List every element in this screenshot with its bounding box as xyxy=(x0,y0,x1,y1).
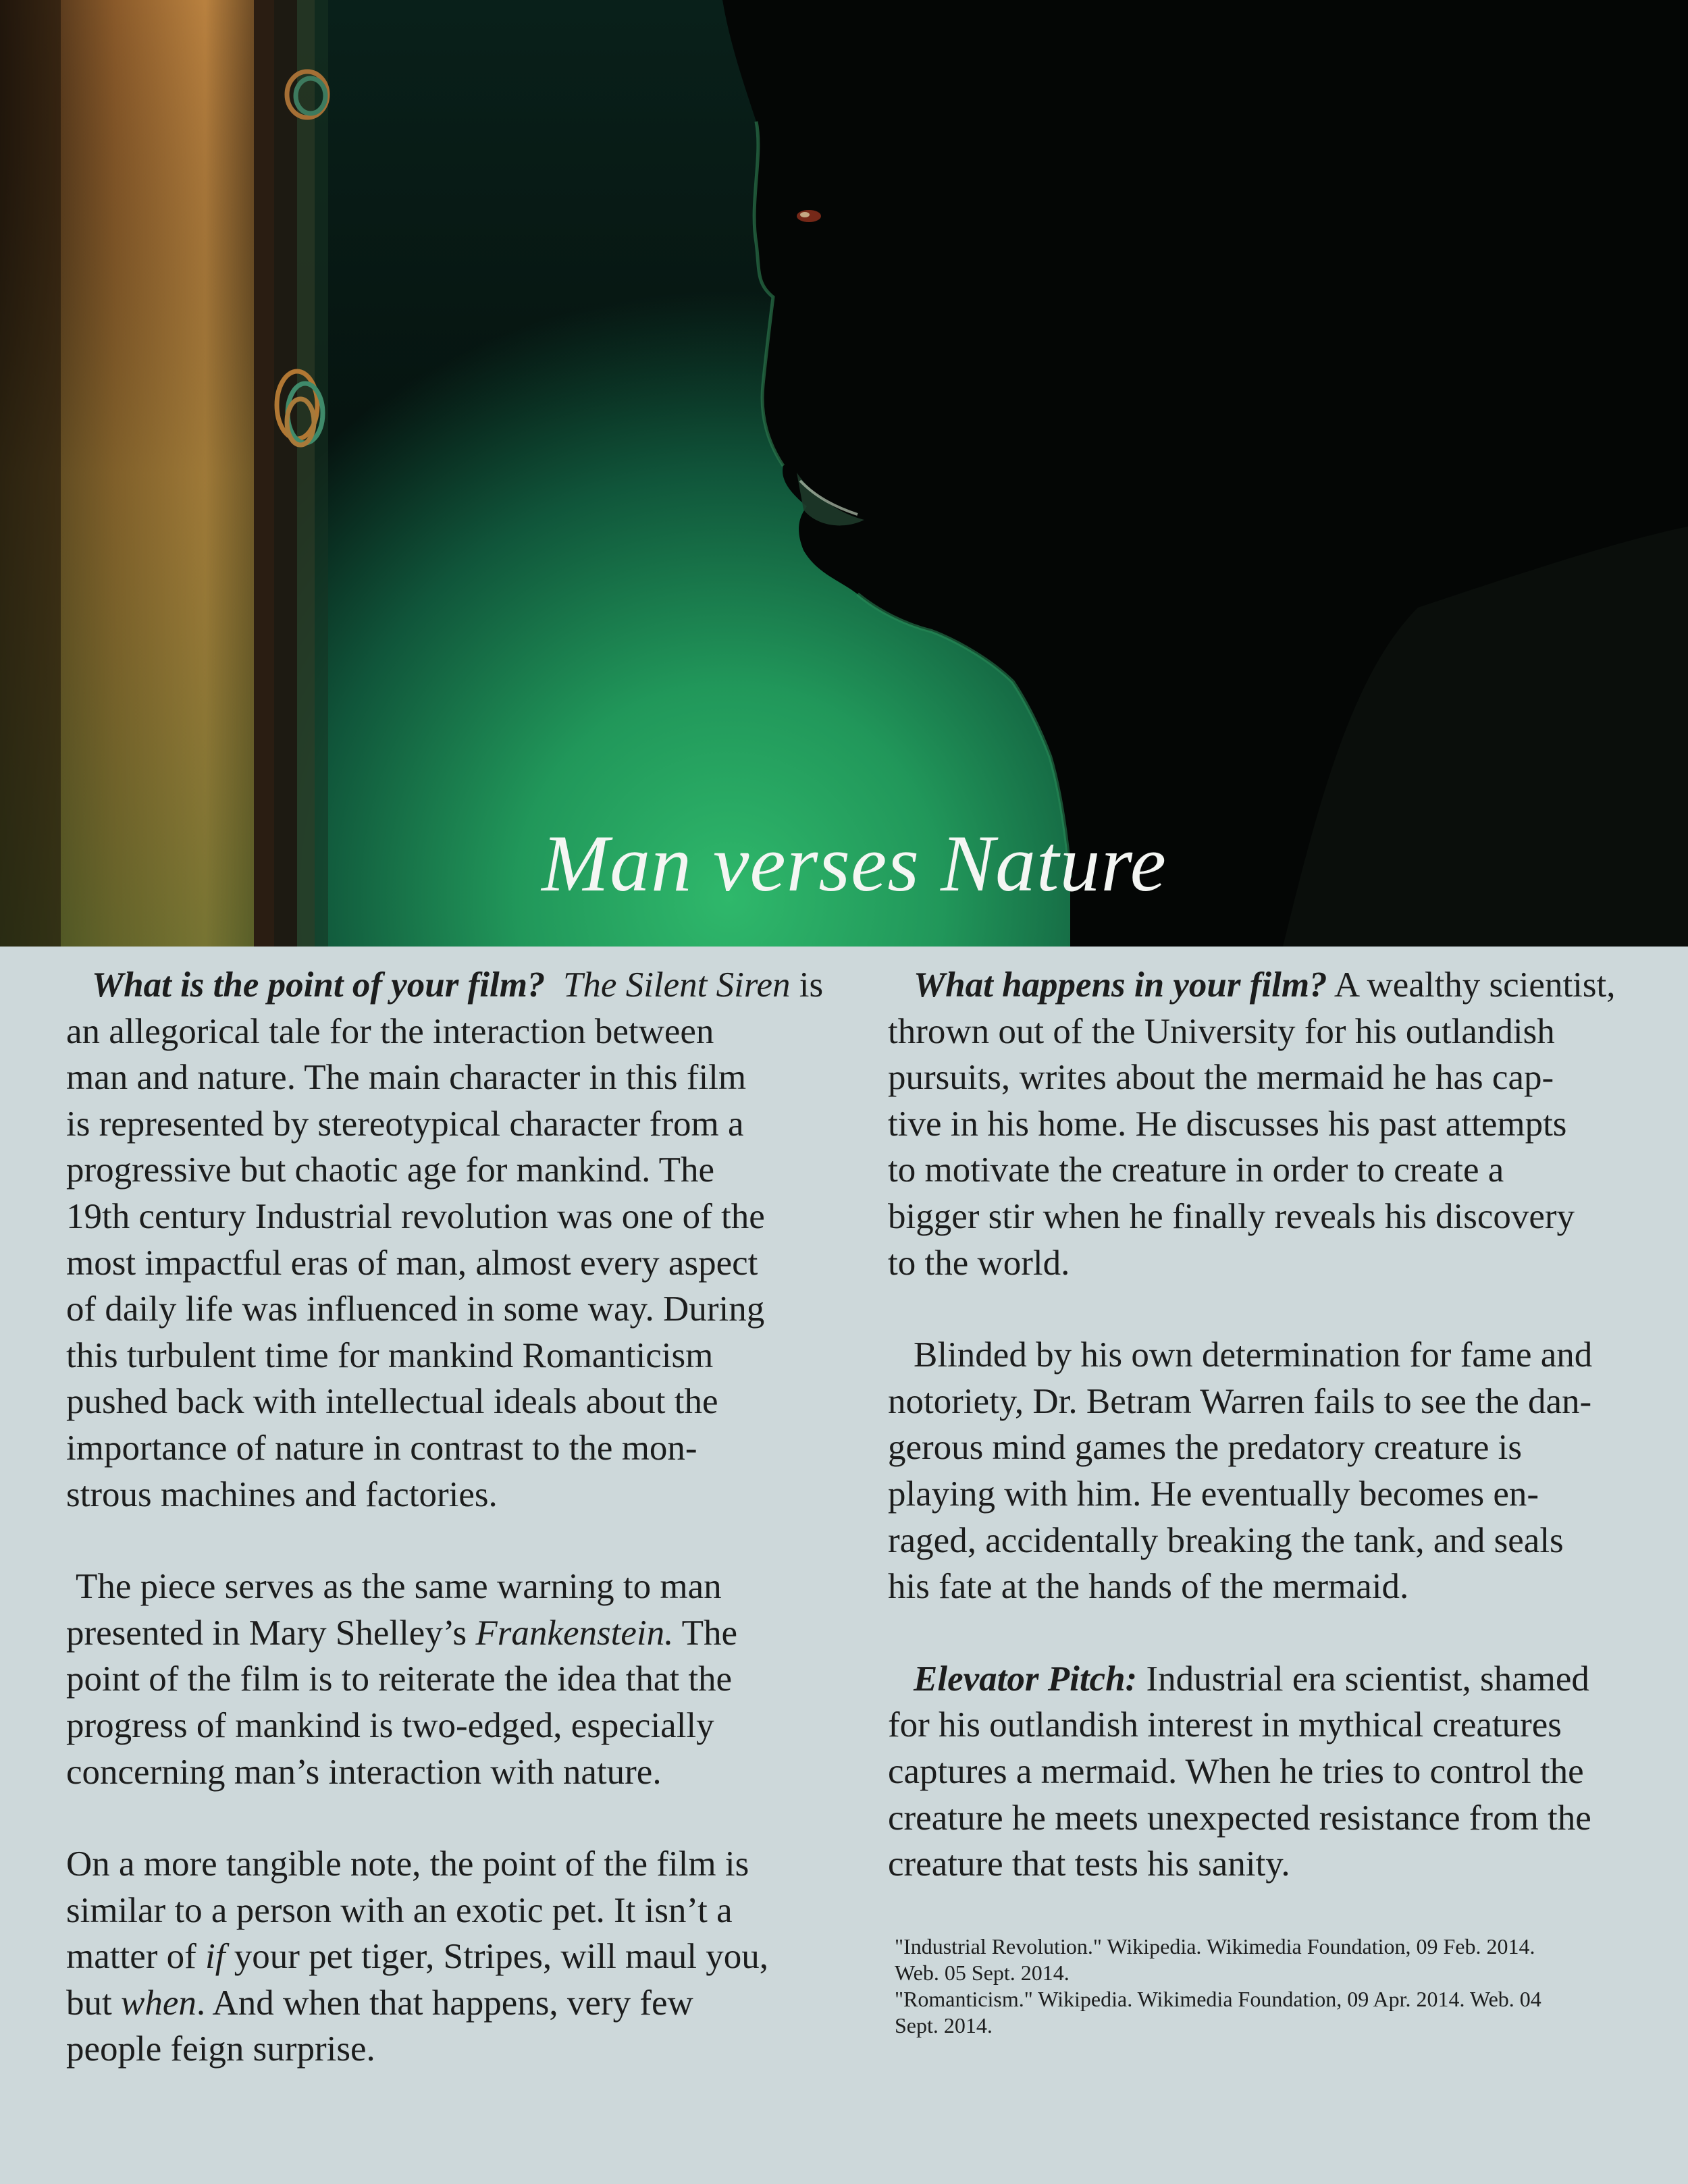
text-line: man and nature. The main character in this film xyxy=(66,1058,747,1098)
text-line: A wealthy scientist, xyxy=(1327,965,1616,1005)
text-line: On a more tangible note, the point of the film is xyxy=(66,1844,749,1884)
paragraph-elevator-pitch xyxy=(888,1656,1664,1888)
text-line: point of the film is to reiterate the idea that the xyxy=(66,1659,733,1699)
text-line: Industrial era scientist, shamed xyxy=(1137,1659,1589,1699)
paragraph-what-happens xyxy=(888,962,1664,1286)
emphasis-if: if xyxy=(205,1937,226,1977)
text-line: concerning man’s interaction with nature. xyxy=(66,1752,662,1792)
text-line: but xyxy=(66,1983,121,2023)
question-what-happens: What happens in your film? xyxy=(914,965,1327,1005)
text-line: creature that tests his sanity. xyxy=(888,1844,1290,1884)
text-line: similar to a person with an exotic pet. It isn’t a xyxy=(66,1890,733,1930)
text-line: your pet tiger, Stripes, will maul you, xyxy=(225,1937,769,1977)
text-line: pursuits, writes about the mermaid he has cap- xyxy=(888,1058,1554,1098)
mermaid-silhouette-illustration xyxy=(0,0,1688,947)
text-line: most impactful eras of man, almost every aspect xyxy=(66,1243,758,1283)
left-column xyxy=(66,962,843,2119)
text-line: creature he meets unexpected resistance from the xyxy=(888,1798,1591,1838)
text-line: Blinded by his own determination for fame and xyxy=(914,1335,1593,1375)
text-line: for his outlandish interest in mythical creatures xyxy=(888,1705,1562,1745)
text-line: 19th century Industrial revolution was one of the xyxy=(66,1196,765,1236)
paragraph-blinded xyxy=(888,1332,1664,1610)
text-line: presented in Mary Shelley’s xyxy=(66,1613,476,1653)
references xyxy=(888,1934,1664,2039)
text-line: notoriety, Dr. Betram Warren fails to see the dan- xyxy=(888,1381,1592,1421)
text-line: raged, accidentally breaking the tank, and seals xyxy=(888,1520,1564,1560)
hero-artwork xyxy=(0,0,1688,947)
text-line: of daily life was influenced in some way. During xyxy=(66,1289,765,1329)
text-line: importance of nature in contrast to the mon- xyxy=(66,1428,697,1468)
emphasis-when: when xyxy=(120,1983,196,2023)
text-line: this turbulent time for mankind Romanticism xyxy=(66,1335,714,1375)
text-line: an allegorical tale for the interaction between xyxy=(66,1011,714,1051)
text-line: The xyxy=(673,1613,738,1653)
elevator-pitch-label: Elevator Pitch: xyxy=(914,1659,1138,1699)
text-line: thrown out of the University for his outlandish xyxy=(888,1011,1555,1051)
reference-line: Web. 05 Sept. 2014. xyxy=(895,1960,1070,1985)
text-line: tive in his home. He discusses his past attempts xyxy=(888,1104,1567,1144)
text-line: pushed back with intellectual ideals about the xyxy=(66,1382,718,1422)
film-title: The Silent Siren xyxy=(562,965,791,1005)
text-line: his fate at the hands of the mermaid. xyxy=(888,1567,1409,1607)
text-line: people feign surprise. xyxy=(66,2029,375,2069)
book-title: Frankenstein. xyxy=(475,1613,674,1653)
text-line: strous machines and factories. xyxy=(66,1474,498,1514)
text-line: to motivate the creature in order to create a xyxy=(888,1150,1504,1190)
text-line: is represented by stereotypical character from a xyxy=(66,1104,744,1144)
text-line: . And when that happens, very few xyxy=(196,1983,693,2023)
reference-line: "Romanticism." Wikipedia. Wikimedia Foundation, 09 Apr. 2014. Web. 04 xyxy=(895,1986,1541,2011)
reference-line: "Industrial Revolution." Wikipedia. Wikimedia Foundation, 09 Feb. 2014. xyxy=(895,1934,1535,1959)
text-line: to the world. xyxy=(888,1243,1070,1283)
text-line: playing with him. He eventually becomes en- xyxy=(888,1474,1539,1514)
text-line: bigger stir when he finally reveals his discovery xyxy=(888,1196,1575,1236)
page-title: Man verses Nature xyxy=(542,818,1167,908)
text-line: captures a mermaid. When he tries to control the xyxy=(888,1751,1584,1791)
paragraph-film-point xyxy=(66,962,843,1518)
right-column xyxy=(888,962,1664,2039)
question-film-point: What is the point of your film? xyxy=(92,965,546,1005)
reference-line: Sept. 2014. xyxy=(895,2013,993,2037)
paragraph-warning xyxy=(66,1564,843,1795)
text-line: progressive but chaotic age for mankind. The xyxy=(66,1150,715,1190)
text-line: is xyxy=(790,965,824,1005)
text-line: The piece serves as the same warning to man xyxy=(76,1567,722,1607)
text-line: gerous mind games the predatory creature is xyxy=(888,1428,1522,1468)
text-line: progress of mankind is two-edged, especially xyxy=(66,1705,714,1745)
text-line: matter of xyxy=(66,1937,206,1977)
paragraph-exotic-pet xyxy=(66,1841,843,2073)
